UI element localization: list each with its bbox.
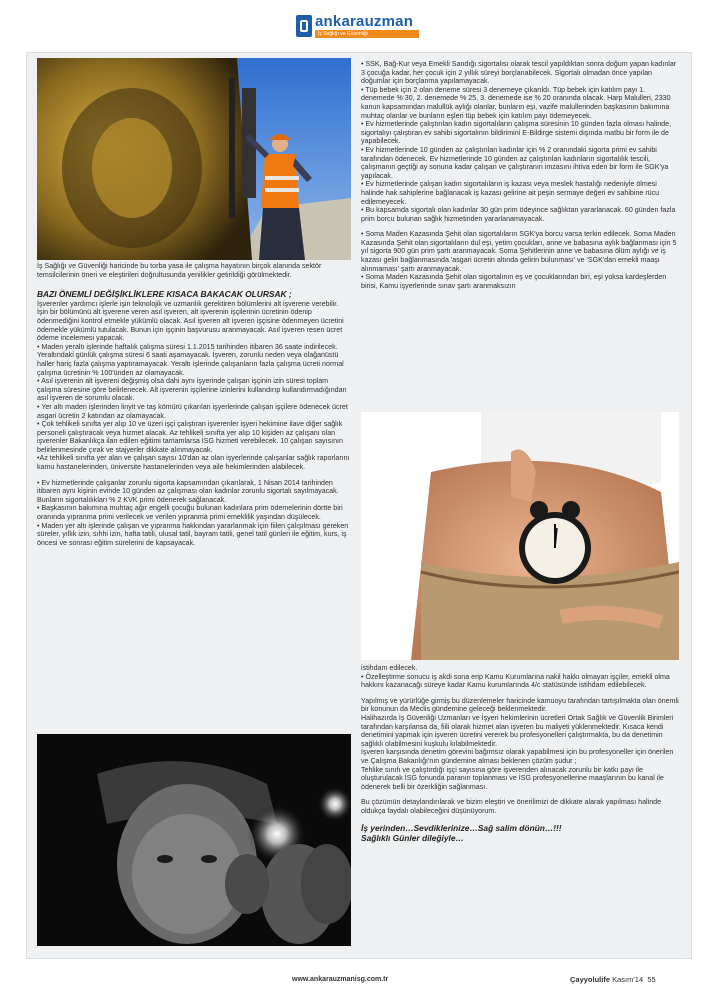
worker-photo <box>37 58 351 260</box>
page-number: 55 <box>647 975 656 984</box>
left-column <box>37 262 351 547</box>
left-paragraph: • Yer altı maden işlerinden linyit ve taş kömürü çıkarılan işyerlerinde çalışan işçilere ödenecek ücret asgari ücretin 2 katından az olamayacak. <box>37 402 348 420</box>
right-paragraph: • Özelleştirme sonucu iş akdi sona erip Kamu Kurumlarına nakil hakkı olmayan işçiler, emekli olma hakkını kazanacağı süreye kadar Kamu kurumlarında 4/c statüsünde istihdam edilebilecek. <box>361 672 670 690</box>
right-paragraph: Bu çözümün detaylandırılarak ve bizim eleştiri ve önerilimizi de dikkate alarak yapılması halinde oldukça faydalı olabileceğini düşünüyorum. <box>361 798 662 815</box>
ankarauzman-logo <box>296 14 420 40</box>
worker-photo-caption: İş Sağlığı ve Güvenliği haricinde bu torba yasa ile çalışma hayatının birçok alanında sektör temsilcilerinin öneri ve eleştirileri doğrultusunda yenilikler getirildiği görülmektedir. <box>37 262 322 279</box>
left-paragraph: • Başkasının bakımına muhtaç ağır engelli çocuğu bulunan kadınlara prim ödemelerinin dörtte biri oranında yıpranma primi verilecek ve verilen yıpranma primi emeklilik yaşından düşülecek. <box>37 504 343 522</box>
right-paragraph: • Ev hizmetlerinde 10 günden az çalıştırılan kadınlar için % 2 oranındaki sigorta primi ev sahibi tarafından ödenecek. Ev hizmetlerinde 10 günden az çalıştırılan kadınların sigortalılık tescili, çalışmanın geçtiği ay sonuna kadar çalışan ve çalıştıranın imzasını ihtiva eden bir form ile SGK'ya yapılacak. <box>361 145 669 180</box>
right-paragraph: • Soma Maden Kazasında Şehit olan sigortalıların SGK'ya borcu varsa terkin edilecek. Soma Maden Kazasında Şehit olan sigortalıların dul eşi, yetim çocukları, anne ve babasına aylık bağlanması için 5 yıl sigorta 900 gün prim şartı aranmayacak. Soma Şehitlerinin anne ve babasına ölüm aylığı ve iş kazası geliri bağlanmasında 'asgari ücretin altında gelirin bulunması' ve 'SGK'dan emekli maaşı alınmaması' şartı aranmayacak. <box>361 230 677 273</box>
left-paragraph: • Maden yeraltı işlerinde haftalık çalışma süresi 1.1.2015 tarihinden itibaren 36 saate indirilecek. Yeraltındaki günlük çalışma süresi 6 saati aşamayacak. İşveren, zorunlu neden veya olağanüstü haller hariç fazla çalışma yaptıramayacak. Yeraltı işlerinde çalışanların fazla çalışma ücreti normal çalışma ücretinin % 100'ünden az olamayacak. <box>37 342 344 377</box>
right-column-bottom <box>361 664 679 843</box>
closing-line: İş yerinden…Sevdiklerinize…Sağ salim dönün…!!! <box>361 822 562 833</box>
magazine-name: Çayyolulife <box>570 975 611 984</box>
miners-photo <box>37 734 351 946</box>
footer-magazine <box>570 975 656 984</box>
left-paragraph: • Maden yer altı işlerinde çalışan ve yıpranma hakkından yararlanmak için fiilen çalışılması gereken süreler, yıllık izin, sıhhi izin, hafta tatili, ulusal tatil, bayram tatili, genel tatil günleri ile eğitim, kurs, iş öncesi ve sonrası eğitim sürelerini de kapsayacak. <box>37 521 349 547</box>
right-paragraph: Tehlike sınıfı ve çalıştırdığı işçi sayısına göre işverenden alınacak zorunlu bir katkı payı ile oluşturulacak İSG fonunda paranın toplanması ve İSG profesyonellerine maaşlarının bu kanal ile ödenerek belli bir özerkliğin sağlanması. <box>361 765 664 791</box>
logo-mark-icon <box>296 15 312 37</box>
logo-tagline: İş Sağlığı ve Güvenliği <box>315 30 419 38</box>
left-paragraph: • Ev hizmetlerinde çalışanlar zorunlu sigorta kapsamından çıkarılarak, 1 Nisan 2014 tarihinden itibaren aynı kişinin evinde 10 günden az çalışması olan kadınlar zorunlu sigortalı sayılmayacak. Bunların sigortalılıkları % 2 KVK primi ödenerek sağlanacak. <box>37 478 339 504</box>
magazine-issue: Kasım'14 <box>612 975 644 984</box>
right-paragraph: • Tüp bebek için 2 olan deneme süresi 3 denemeye çıkarıldı. Tüp bebek için katılım payı 1. denemede % 30, 2. denemede % 25, 3. denemede ise % 20 oranında olacak. Harp Malulleri, 2330 kanun kapsamından malullük aylığı olanlar, bunların eşi, vazife malullerinden başkasının bakımına muhtaç olanlar ve bunların eşleri tüp bebek için katılım payı ödemeyecek. <box>361 85 671 120</box>
logo-wordmark: ankarauzman <box>315 13 414 30</box>
right-paragraph: • Ev hizmetlerinde çalışan kadın sigortalıların iş kazası veya meslek hastalığı nedeniyle ölmesi halinde hak sahiplerine bağlanacak iş kazası gelirine ait peşin sermaye değeri ev sahibine rücu edilemeyecek. <box>361 180 660 206</box>
right-paragraph: • Bu kapsamda sigortalı olan kadınlar 30 gün prim ödeyince sağlıktan yararlanacak. 60 günden fazla prim borcu bulunan sağlık hizmetinden yararlanamayacak. <box>361 206 676 223</box>
closing-line: Sağlıklı Günler dileğiyle… <box>361 832 464 843</box>
left-paragraph: • Asıl işverenin alt işvereni değişmiş olsa dahi aynı işyerinde çalışan işçinin izin süresi toplam çalışma süresine göre belirlenecek. Alt işverenin işçilerine izinlerini kullandırıp kullandırmadığından asıl işveren de sorumlu olacak. <box>37 377 347 403</box>
right-paragraph: Yapılmış ve yürürlüğe girmiş bu düzenlemeler haricinde kamuoyu tarafından tartışılmakta olan önemli bir konunun da Meclis gündemine geleceği beklenmektedir. <box>361 696 679 714</box>
left-paragraph: •Az tehlikeli sınıfta yer alan ve çalışan sayısı 10'dan az olan işyerlerinde çalışanlar sağlık raporlarını kamu hastanelerinden, üniversite hastanelerinden veya aile hekimlerinden alabilecek. <box>37 454 350 472</box>
right-paragraph: Halihazırda İş Güvenliği Uzmanları ve İşyeri hekimlerinin ücretleri Ortak Sağlık ve Güvenlik Birimleri tarafından karşılansa da, fiili olarak hizmet alan işveren bu maliyeti yüklenmektedir. Kısaca kendi denetimini yapmak için işveren ücretini vererek bu profesyonelleri çalıştırmakta, bu da denetimin sağlıklı olabilmesini kuşkulu kılabilmektedir. <box>361 713 674 748</box>
right-column-top <box>361 60 679 290</box>
left-paragraph: • Çok tehlikeli sınıfta yer alıp 10 ve üzeri işçi çalıştıran işverenler işyeri hekimine ilave diğer sağlık personeli çalıştıracak veya hizmet alacak. Az tehlikeli sınıfta yer alıp 10 kişiden az çalışanı olan işverenler Bakanlıkça ilan edilen eğitimi tamamlarsa İSG hizmeti verebilecek. 10 çalışan sayısının belirlenmesinde çırak ve stajyerler dikkate alınmayacak. <box>37 420 343 454</box>
footer-url[interactable]: www.ankarauzmanisg.com.tr <box>292 976 389 983</box>
section-heading: BAZI ÖNEMLİ DEĞİŞİKLİKLERE KISACA BAKACAK OLURSAK ; <box>37 289 292 300</box>
right-paragraph: istihdam edilecek. <box>361 664 418 672</box>
left-paragraph: İşverenler yardımcı işlerle işin teknolojik ve uzmanlık gerektiren bölümlerini alt işverene verebilir. İşin bir bölümünü alt işverene veren asıl işveren, alt işverenin işçilerinin ücretinin ödenip ödenmediğini kontrol etmekle yükümlü olacak. Asıl işveren alt işveren işçisine ödenmeyen ücretini ödemekle yükümlü tutulacak. Bunun için işçinin başvurusu aranmayacak. Asıl işveren resen ücret ödeme incelemesi yapacak. <box>37 299 344 343</box>
right-paragraph: • Ev hizmetlerinde çalıştırılan kadın sigortalıların çalışma süresinin 10 günden fazla olması halinde, sigortalıyı çalıştıran ev sahibi sigortalının bildirimini E-Bildirge sistemi dışında matbu bir form ile de yapabilecek. <box>361 120 672 146</box>
right-paragraph: İşveren karşısında denetim görevini bağımsız olarak yapabilmesi için bu profesyoneller için önerilen ve Çalışma Bakanlığı'nın gündemine alması beklenen çözüm şudur ; <box>361 748 674 765</box>
right-paragraph: • SSK, Bağ-Kur veya Emekli Sandığı sigortalısı olarak tescil yapıldıktan sonra doğum yapan kadınlar 3 çocuğa kadar, her çocuk için 2 yıllık süreyi borçlanabilecek. Sigortalı olmadan önce yapılan doğumlar için borçlanma yapılamayacak. <box>361 60 677 86</box>
right-paragraph: • Soma Maden Kazasında Şehit olan sigortalının eş ve çocuklarından biri, eşi yoksa kardeşlerden birisi, Kamu işyerlerinde sınav şartı aranmaksızın <box>361 273 667 290</box>
pregnant-clock-photo <box>361 412 679 660</box>
